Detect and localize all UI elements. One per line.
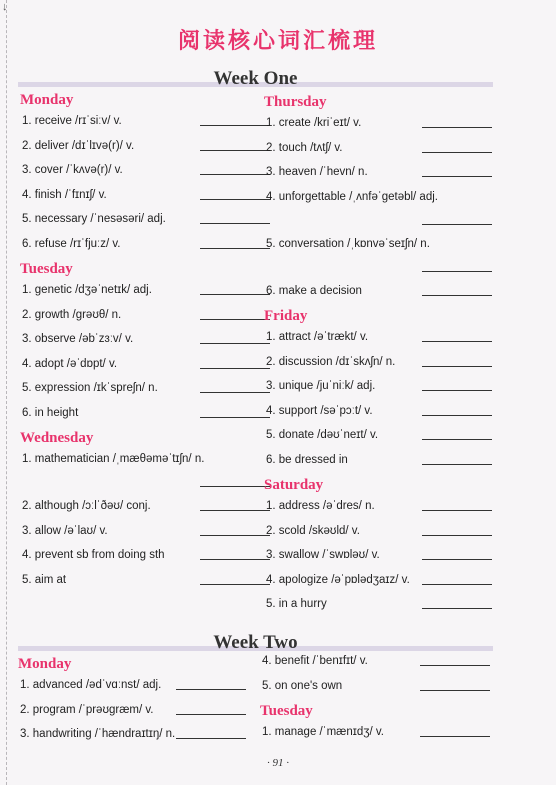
vocab-text: 3. unique /juˈniːk/ adj. [266, 380, 376, 392]
answer-blank[interactable] [176, 738, 246, 739]
vocab-item [20, 378, 270, 403]
vocab-text: 3. allow /əˈlaʊ/ v. [22, 524, 108, 537]
vocab-item [264, 234, 492, 281]
week-one-label: Week One [213, 68, 298, 89]
answer-blank[interactable] [200, 368, 270, 369]
vocab-item [264, 425, 492, 450]
vocab-text: 5. aim at [22, 573, 67, 586]
vocab-item [20, 521, 270, 546]
day-heading: Friday [264, 308, 308, 324]
vocab-text: 2. deliver /dɪˈlɪvə(r)/ v. [22, 139, 135, 152]
vocab-item [264, 352, 492, 377]
answer-blank[interactable] [200, 319, 270, 320]
vocab-text: 1. advanced /ədˈvɑːnst/ adj. [20, 679, 162, 691]
vocab-item [20, 209, 270, 234]
answer-blank[interactable] [200, 535, 270, 536]
corner-arrow-icon: ↓ [2, 1, 8, 13]
vocab-item [18, 724, 246, 749]
answer-blank[interactable] [422, 535, 492, 536]
vocab-text: 1. mathematician /ˌmæθəməˈtɪʃn/ n. [22, 453, 205, 465]
vocab-item [264, 545, 492, 570]
answer-blank[interactable] [422, 271, 492, 272]
vocab-item [264, 594, 492, 619]
week-two-left-column [18, 653, 246, 749]
vocab-item [264, 187, 492, 234]
answer-blank[interactable] [200, 584, 270, 585]
day-heading: Wednesday [20, 430, 94, 446]
vocab-text: 5. expression /ɪkˈspreʃn/ n. [22, 382, 158, 394]
answer-blank[interactable] [422, 390, 492, 391]
vocab-item [260, 722, 490, 747]
day-heading: Tuesday [260, 703, 313, 719]
vocab-text: 2. discussion /dɪˈskʌʃn/ n. [266, 355, 396, 368]
vocab-text: 5. donate /dəʊˈneɪt/ v. [266, 429, 379, 441]
answer-blank[interactable] [422, 439, 492, 440]
vocab-text: 5. necessary /ˈnesəsəri/ adj. [22, 213, 166, 225]
answer-blank[interactable] [422, 608, 492, 609]
vocab-text: 4. finish /ˈfɪnɪʃ/ v. [22, 188, 107, 201]
vocab-text: 5. on one's own [262, 679, 343, 692]
vocab-item [264, 496, 492, 521]
vocab-text: 3. swallow /ˈswɒləʊ/ v. [266, 549, 380, 561]
page-title: 阅读核心词汇梳理 [177, 29, 378, 54]
answer-blank[interactable] [200, 150, 270, 151]
vocab-item [264, 327, 492, 352]
vocab-text: 2. scold /skəʊld/ v. [266, 524, 360, 537]
vocab-item [260, 676, 490, 701]
vocab-item [264, 521, 492, 546]
day-heading: Monday [18, 656, 72, 672]
day-heading: Thursday [264, 94, 327, 110]
vocab-text: 6. in height [22, 406, 79, 419]
answer-blank[interactable] [422, 510, 492, 511]
vocab-text: 4. prevent sb from doing sth [22, 549, 165, 561]
answer-blank[interactable] [200, 174, 270, 175]
page-number: · 91 · [267, 757, 289, 769]
vocab-text: 4. unforgettable /ˌʌnfəˈɡetəbl/ adj. [266, 190, 438, 203]
vocab-item [20, 111, 270, 136]
vocab-text: 4. adopt /əˈdɒpt/ v. [22, 357, 118, 370]
vocab-item [20, 160, 270, 185]
vocab-item [20, 449, 270, 496]
answer-blank[interactable] [200, 294, 270, 295]
vocab-text: 4. support /səˈpɔːt/ v. [266, 404, 373, 417]
vocab-text: 6. be dressed in [266, 453, 348, 466]
answer-blank[interactable] [176, 714, 246, 715]
vocab-item [264, 162, 492, 187]
vocab-text: 1. attract /əˈtrækt/ v. [266, 331, 369, 343]
day-heading: Saturday [264, 477, 324, 493]
day-heading: Monday [20, 92, 74, 108]
vocab-item [20, 570, 270, 595]
answer-blank[interactable] [422, 584, 492, 585]
vocab-text: 5. in a hurry [266, 598, 327, 610]
vocab-text: 2. program /ˈprəʊɡræm/ v. [20, 703, 154, 716]
vocab-item [20, 545, 270, 570]
vocab-item [264, 401, 492, 426]
vocab-item [20, 403, 270, 428]
binding-dashed-line [6, 0, 9, 785]
answer-blank[interactable] [176, 689, 246, 690]
answer-blank[interactable] [200, 486, 270, 487]
vocab-item [264, 376, 492, 401]
vocab-text: 3. heaven /ˈhevn/ n. [266, 166, 368, 178]
answer-blank[interactable] [422, 366, 492, 367]
vocab-item [20, 496, 270, 521]
vocab-item [260, 651, 490, 676]
vocab-item [20, 305, 270, 330]
vocab-item [264, 450, 492, 475]
vocab-text: 3. observe /əbˈzɜːv/ v. [22, 333, 134, 345]
answer-blank[interactable] [420, 690, 490, 691]
answer-blank[interactable] [200, 248, 270, 249]
vocab-item [20, 185, 270, 210]
answer-blank[interactable] [422, 295, 492, 296]
week-two-right-column [260, 651, 490, 747]
vocab-item [264, 570, 492, 595]
vocab-text: 4. apologize /əˈpɒlədʒaɪz/ v. [266, 573, 410, 586]
vocab-text: 2. growth /ɡrəʊθ/ n. [22, 308, 122, 321]
answer-blank[interactable] [422, 224, 492, 225]
vocab-text: 5. conversation /ˌkɒnvəˈseɪʃn/ n. [266, 237, 430, 250]
vocab-text: 4. benefit /ˈbenɪfɪt/ v. [262, 655, 368, 667]
vocab-item [264, 281, 492, 306]
vocab-item [264, 138, 492, 163]
answer-blank[interactable] [422, 341, 492, 342]
vocab-text: 2. touch /tʌtʃ/ v. [266, 141, 343, 154]
vocab-item [20, 329, 270, 354]
vocab-text: 6. make a decision [266, 284, 362, 297]
vocab-text: 6. refuse /rɪˈfjuːz/ v. [22, 237, 121, 250]
vocab-text: 2. although /ɔːlˈðəʊ/ conj. [22, 500, 151, 512]
vocab-item [20, 280, 270, 305]
answer-blank[interactable] [200, 125, 270, 126]
day-heading: Tuesday [20, 261, 73, 277]
vocab-text: 1. address /əˈdres/ n. [266, 500, 375, 512]
vocab-item [20, 354, 270, 379]
vocab-text: 1. create /kriˈeɪt/ v. [266, 117, 362, 129]
answer-blank[interactable] [420, 665, 490, 666]
vocab-item [264, 113, 492, 138]
answer-blank[interactable] [200, 559, 270, 560]
answer-blank[interactable] [422, 464, 492, 465]
vocab-item [20, 234, 270, 259]
answer-blank[interactable] [422, 559, 492, 560]
answer-blank[interactable] [200, 343, 270, 344]
answer-blank[interactable] [422, 415, 492, 416]
answer-blank[interactable] [200, 417, 270, 418]
answer-blank[interactable] [200, 392, 270, 393]
week-one-left-column [20, 89, 270, 594]
answer-blank[interactable] [200, 223, 270, 224]
answer-blank[interactable] [422, 127, 492, 128]
vocab-text: 3. cover /ˈkʌvə(r)/ v. [22, 164, 123, 176]
week-two-label: Week Two [213, 632, 298, 653]
vocab-text: 1. receive /rɪˈsiːv/ v. [22, 115, 122, 127]
vocab-item [18, 700, 246, 725]
answer-blank[interactable] [420, 736, 490, 737]
vocab-text: 1. manage /ˈmænɪdʒ/ v. [262, 726, 385, 738]
week-one-right-column [264, 91, 492, 619]
vocab-item [20, 136, 270, 161]
answer-blank[interactable] [422, 176, 492, 177]
vocab-text: 3. handwriting /ˈhændraɪtɪŋ/ n. [20, 728, 176, 740]
vocab-text: 1. genetic /dʒəˈnetɪk/ adj. [22, 284, 152, 296]
answer-blank[interactable] [422, 152, 492, 153]
answer-blank[interactable] [200, 199, 270, 200]
answer-blank[interactable] [200, 510, 270, 511]
vocab-item [18, 675, 246, 700]
